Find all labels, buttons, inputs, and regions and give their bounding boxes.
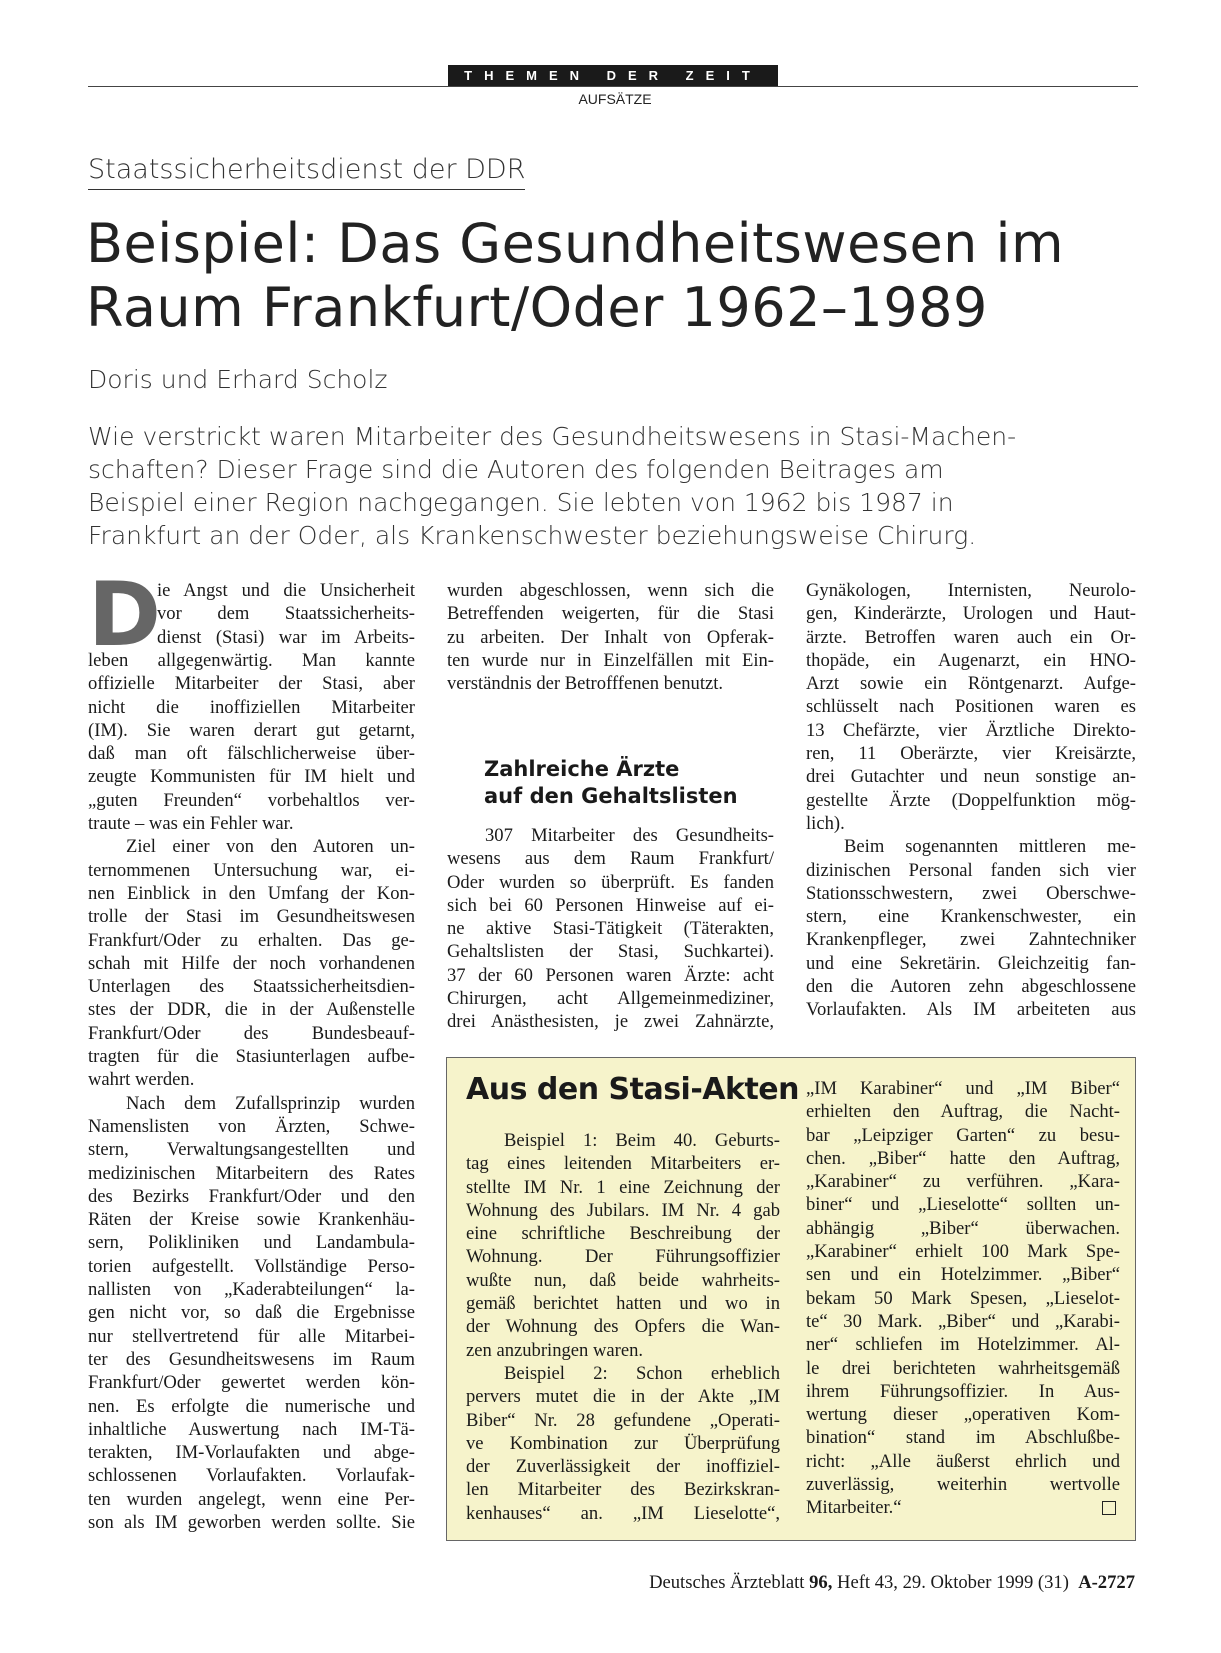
section-label: THEMEN DER ZEIT <box>448 65 778 86</box>
text-line: traute – was ein Fehler war. <box>88 813 294 835</box>
subsection-label: AUFSÄTZE <box>578 91 652 107</box>
text-line: schlossenen Vorlaufakten. Vorlaufak- <box>88 1465 415 1487</box>
lead-line: Wie verstrickt waren Mitarbeiter des Gesundheitswesens in Stasi-Machen- <box>88 422 1017 451</box>
text-line: „Karabiner“ erhielt 100 Mark Spe- <box>806 1241 1120 1263</box>
text-line: terakten, IM-Vorlaufakten und abge- <box>88 1442 415 1464</box>
text-line: schah mit Hilfe der noch vorhandenen <box>88 952 415 974</box>
text-line: ve Kombination zur Überprüfung <box>466 1432 780 1454</box>
text-line: biner“ und „Lieselotte“ sollten un- <box>806 1194 1120 1216</box>
text-line: stern, Verwaltungsangestellten und <box>88 1139 415 1161</box>
text-line: der Zuverlässigkeit der inoffiziel- <box>466 1456 780 1478</box>
text-line: gen nicht vor, so daß die Ergebnisse <box>88 1302 415 1324</box>
text-line: dienst (Stasi) war im Arbeits- <box>157 626 415 648</box>
text-line: „Karabiner“ zu verführen. „Kara- <box>806 1171 1120 1193</box>
text-line: Räten der Kreise sowie Krankenhäu- <box>88 1209 415 1231</box>
footer-journal: Deutsches Ärzteblatt <box>649 1572 805 1593</box>
box-column-left <box>466 1129 780 1525</box>
text-line: erhielten den Auftrag, die Nacht- <box>806 1101 1120 1123</box>
text-line: bination“ stand im Abschlußbe- <box>806 1427 1120 1449</box>
footer-page: A-2727 <box>1078 1572 1135 1593</box>
text-line: stern, eine Krankenschwester, ein <box>806 906 1136 928</box>
text-line: Betreffenden weigerten, für die Stasi <box>447 603 774 625</box>
text-line: Frankfurt/Oder des Bundesbeauf- <box>88 1022 415 1044</box>
text-line: dizinischen Personal fanden sich vier <box>806 859 1136 881</box>
title-line: Raum Frankfurt/Oder 1962–1989 <box>86 276 988 339</box>
article-lead <box>88 420 1017 552</box>
text-line: ter des Gesundheitswesens im Raum <box>88 1348 415 1370</box>
text-line: Krankenpfleger, zwei Zahntechniker <box>806 929 1136 951</box>
text-line: 13 Chefärzte, vier Ärztliche Direkto- <box>806 719 1136 741</box>
drop-cap: D <box>88 563 162 666</box>
text-line: trolle der Stasi im Gesundheitswesen <box>88 906 415 928</box>
text-line: nen. Es erfolgte die numerische und <box>88 1395 415 1417</box>
text-line: sern, Polikliniken und Landambula- <box>88 1232 415 1254</box>
text-line: pervers mutet die in der Akte „IM <box>466 1386 780 1408</box>
header-rule <box>88 86 1138 87</box>
text-line: abhängig „Biber“ überwachen. <box>806 1217 1120 1239</box>
text-line: wußte nun, daß beide wahrheits- <box>466 1269 780 1291</box>
text-line: Oder wurden so überprüft. Es fanden <box>447 871 774 893</box>
text-line: nicht die inoffiziellen Mitarbeiter <box>88 696 415 718</box>
text-line: Beispiel 2: Schon erheblich <box>504 1362 780 1384</box>
footer-issue: Heft 43, 29. Oktober 1999 (31) <box>837 1572 1069 1593</box>
text-line: torien aufgestellt. Vollständige Perso- <box>88 1255 415 1277</box>
text-line: tragten für die Stasiunterlagen aufbe- <box>88 1046 415 1068</box>
column-1-body <box>88 649 415 1534</box>
text-line: zeugte Kommunisten für IM hielt und <box>88 766 415 788</box>
text-line: medizinischen Mitarbeitern des Rates <box>88 1162 415 1184</box>
text-line: zen anzubringen waren. <box>466 1339 644 1361</box>
text-line: son als IM geworben werden sollte. Sie <box>88 1511 415 1533</box>
text-line: nen Einblick in den Umfang der Kon- <box>88 882 415 904</box>
text-line: leben allgegenwärtig. Man kannte <box>88 650 415 671</box>
text-line: wertung dieser „operativen Kom- <box>806 1404 1120 1426</box>
text-line: den die Autoren zehn abgeschlossene <box>806 976 1136 998</box>
text-line: sen und ein Hotelzimmer. „Biber“ <box>806 1264 1120 1286</box>
text-line: nur stellvertretend für alle Mitarbei- <box>88 1325 415 1347</box>
text-line: zuverlässig, weiterhin wertvolle <box>806 1474 1120 1496</box>
text-line: bekam 50 Mark Spesen, „Lieselot- <box>806 1287 1120 1309</box>
text-line: Ziel einer von den Autoren un- <box>126 836 415 858</box>
subheading-line: auf den Gehaltslisten <box>484 784 738 808</box>
text-line: nallisten von „Kaderabteilungen“ la- <box>88 1279 415 1301</box>
text-line: thopäde, ein Augenarzt, ein HNO- <box>806 649 1136 671</box>
text-line: daß man oft fälschlicherweise über- <box>88 743 415 765</box>
article-kicker: Staatssicherheitsdienst der DDR <box>88 154 525 190</box>
text-line: stellte IM Nr. 1 eine Zeichnung der <box>466 1176 780 1198</box>
text-line: gemäß berichtet hatten und wo in <box>466 1293 780 1315</box>
text-line: Namenslisten von Ärzten, Schwe- <box>88 1115 415 1137</box>
text-line: Arzt sowie ein Röntgenarzt. Aufge- <box>806 673 1136 695</box>
text-line: ner“ schliefen im Hotelzimmer. Al- <box>806 1334 1120 1356</box>
text-line: ie Angst und die Unsicherheit <box>157 580 415 601</box>
text-line: Chirurgen, acht Allgemeinmediziner, <box>447 988 774 1010</box>
text-line: ternommenen Untersuchung war, ei- <box>88 859 415 881</box>
article-authors: Doris und Erhard Scholz <box>88 365 388 394</box>
box-column-right <box>806 1077 1120 1520</box>
text-line: tag eines leitenden Mitarbeiters er- <box>466 1153 780 1175</box>
text-line: Vorlaufakten. Als IM arbeiteten aus <box>806 999 1136 1021</box>
text-line: Wohnung. Der Führungsoffizier <box>466 1246 780 1268</box>
text-line: ten wurden angelegt, wenn eine Per- <box>88 1488 415 1510</box>
text-line: wurden abgeschlossen, wenn sich die <box>447 580 774 601</box>
text-line: Beim sogenannten mittleren me- <box>844 836 1136 858</box>
text-line: offizielle Mitarbeiter der Stasi, aber <box>88 673 415 695</box>
text-line: wesens aus dem Raum Frankfurt/ <box>447 848 774 870</box>
text-line: 307 Mitarbeiter des Gesundheits- <box>485 825 774 846</box>
text-line: drei Gutachter und neun sonstige an- <box>806 766 1136 788</box>
text-line: gestellte Ärzte (Doppelfunktion mög- <box>806 789 1136 811</box>
text-line: Frankfurt/Oder zu erhalten. Das ge- <box>88 929 415 951</box>
text-line: (IM). Sie waren derart gut getarnt, <box>88 719 415 741</box>
text-line: ärzte. Betroffen waren auch ein Or- <box>806 626 1136 648</box>
text-line: und eine Sekretärin. Gleichzeitig fan- <box>806 952 1136 974</box>
subheading-line: Zahlreiche Ärzte <box>484 757 680 781</box>
box-title: Aus den Stasi-Akten <box>466 1072 799 1107</box>
column-1-intro <box>157 579 415 649</box>
text-line: Wohnung des Jubilars. IM Nr. 4 gab <box>466 1199 780 1221</box>
text-line: Biber“ Nr. 28 gefundene „Operati- <box>466 1409 780 1431</box>
text-line: Gehaltslisten der Stasi, Suchkartei). <box>447 941 774 963</box>
lead-line: Frankfurt an der Oder, als Krankenschwester beziehungsweise Chirurg. <box>88 521 977 550</box>
text-line: schlüsselt nach Positionen waren es <box>806 696 1136 718</box>
lead-line: schaften? Dieser Frage sind die Autoren des folgenden Beitrages am <box>88 455 944 484</box>
section-subheading <box>484 756 738 810</box>
text-line: richt: „Alle äußerst ehrlich und <box>806 1450 1120 1472</box>
text-line: bar „Leipziger Garten“ zu besu- <box>806 1124 1120 1146</box>
text-line: 37 der 60 Personen waren Ärzte: acht <box>447 964 774 986</box>
page-footer <box>649 1572 1135 1594</box>
text-line: inhaltliche Auswertung nach IM-Tä- <box>88 1418 415 1440</box>
text-line: zu arbeiten. Der Inhalt von Opferak- <box>447 626 774 648</box>
text-line: vor dem Staatssicherheits- <box>157 603 415 625</box>
text-line: kenhauses“ an. „IM Lieselotte“, <box>466 1502 780 1524</box>
column-3-body <box>806 579 1136 1022</box>
text-line: sich bei 60 Personen Hinweise auf ei- <box>447 894 774 916</box>
text-line: eine schriftliche Beschreibung der <box>466 1223 780 1245</box>
text-line: Beispiel 1: Beim 40. Geburts- <box>504 1130 780 1151</box>
title-line: Beispiel: Das Gesundheitswesen im <box>86 212 1065 275</box>
text-line: drei Anästhesisten, je zwei Zahnärzte, <box>447 1011 774 1033</box>
text-line: le drei berichteten wahrheitsgemäß <box>806 1357 1120 1379</box>
text-line: Nach dem Zufallsprinzip wurden <box>126 1092 415 1114</box>
text-line: Frankfurt/Oder gewertet werden kön- <box>88 1372 415 1394</box>
text-line: te“ 30 Mark. „Biber“ und „Karabi- <box>806 1310 1120 1332</box>
footer-volume: 96, <box>809 1572 833 1593</box>
text-line: „IM Karabiner“ und „IM Biber“ <box>806 1078 1120 1099</box>
text-line: stes der DDR, die in der Außenstelle <box>88 999 415 1021</box>
text-line: ren, 11 Oberärzte, vier Kreisärzte, <box>806 743 1136 765</box>
lead-line: Beispiel einer Region nachgegangen. Sie lebten von 1962 bis 1987 in <box>88 488 954 517</box>
text-line: wahrt werden. <box>88 1069 195 1091</box>
text-line: ihrem Führungsoffizier. In Aus- <box>806 1380 1120 1402</box>
text-line: der Wohnung des Opfers die Wan- <box>466 1316 780 1338</box>
text-line: ten wurde nur in Einzelfällen mit Ein- <box>447 649 774 671</box>
text-line: gen, Kinderärzte, Urologen und Haut- <box>806 603 1136 625</box>
text-line: „guten Freunden“ vorbehaltlos ver- <box>88 789 415 811</box>
text-line: Mitarbeiter.“ <box>806 1496 1120 1519</box>
text-line: verständnis der Betrofffenen benutzt. <box>447 673 724 695</box>
text-line: Gynäkologen, Internisten, Neurolo- <box>806 580 1136 601</box>
end-mark-icon <box>1102 1501 1116 1515</box>
text-line: lich). <box>806 812 845 834</box>
text-line: ne aktive Stasi-Tätigkeit (Täterakten, <box>447 918 774 940</box>
text-line: chen. „Biber“ hatte den Auftrag, <box>806 1147 1120 1169</box>
text-line: des Bezirks Frankfurt/Oder und den <box>88 1185 415 1207</box>
text-line: Unterlagen des Staatssicherheitsdien- <box>88 976 415 998</box>
column-2-top <box>447 579 774 695</box>
column-2-body <box>447 824 774 1034</box>
text-line: len Mitarbeiter des Bezirkskran- <box>466 1479 780 1501</box>
article-title <box>86 212 1136 340</box>
text-line: Stationsschwestern, zwei Oberschwe- <box>806 882 1136 904</box>
